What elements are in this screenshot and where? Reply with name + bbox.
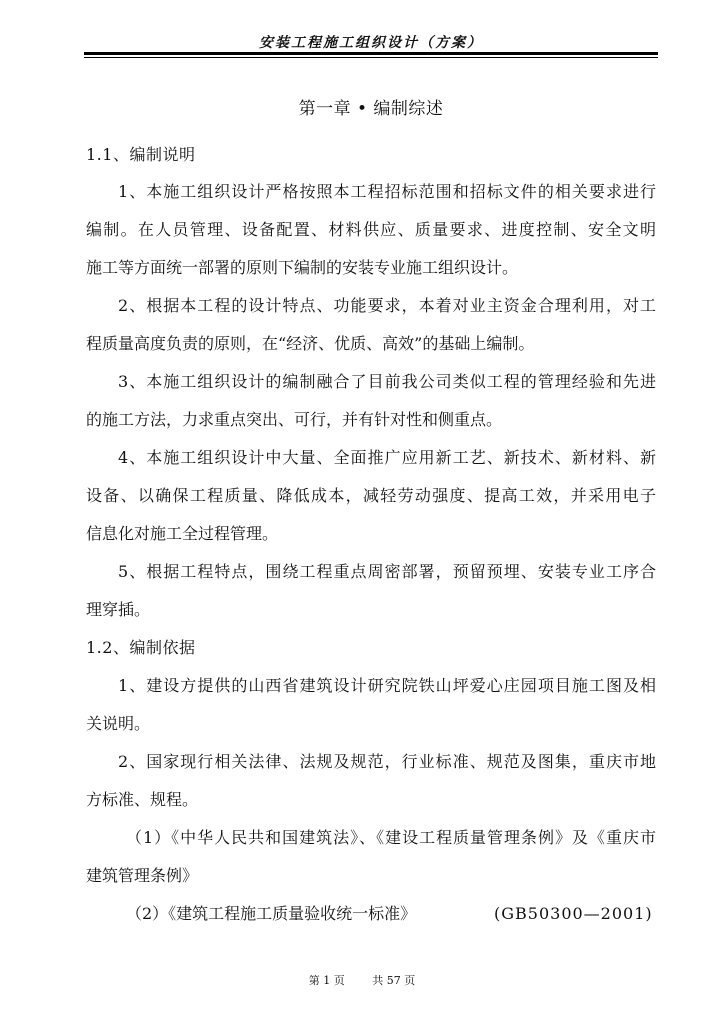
page-footer: [0, 972, 724, 988]
paragraph-line: 5、根据工程特点，围绕工程重点周密部署，预留预埋、安装专业工序合: [118, 562, 656, 581]
paragraph-line: （1）《中华人民共和国建筑法》、《建设工程质量管理条例》及《重庆市: [126, 828, 656, 847]
paragraph-line: 编制。在人员管理、设备配置、材料供应、质量要求、进度控制、安全文明: [86, 220, 656, 239]
paragraph-line: 方标准、规程。: [86, 790, 199, 809]
paragraph-line: 关说明。: [86, 714, 151, 733]
paragraph-line: 的施工方法，力求重点突出、可行，并有针对性和侧重点。: [86, 410, 503, 429]
paragraph-line: 4、本施工组织设计中大量、全面推广应用新工艺、新技术、新材料、新: [118, 448, 656, 467]
paragraph-line: 1、建设方提供的山西省建筑设计研究院铁山坪爱心庄园项目施工图及相: [118, 676, 656, 695]
standard-code: (GB50300—2001): [494, 904, 653, 923]
paragraph-line: 3、本施工组织设计的编制融合了目前我公司类似工程的管理经验和先进: [118, 372, 656, 391]
paragraph-line: （2）《建筑工程施工质量验收统一标准》: [126, 904, 417, 923]
section-heading-1-1: 1.1、编制说明: [86, 145, 196, 164]
paragraph-line: 2、根据本工程的设计特点、功能要求，本着对业主资金合理利用，对工: [118, 296, 656, 315]
page-number: 第 1 页: [308, 974, 345, 987]
paragraph-line: 施工等方面统一部署的原则下编制的安装专业施工组织设计。: [86, 258, 519, 277]
paragraph-line: 理穿插。: [86, 600, 151, 619]
header-rule-thin: [84, 57, 658, 58]
paragraph-line: 程质量高度负责的原则，在“经济、优质、高效”的基础上编制。: [86, 334, 535, 353]
running-header-title: 安装工程施工组织设计（方案）: [259, 35, 483, 51]
paragraph-line: 设备、以确保工程质量、降低成本，减轻劳动强度、提高工效，并采用电子: [86, 486, 656, 505]
header-rule-thick: [84, 52, 658, 55]
page-total: 共 57 页: [372, 974, 416, 987]
paragraph-line: 信息化对施工全过程管理。: [86, 524, 279, 543]
paragraph-line: 建筑管理条例》: [86, 866, 199, 885]
chapter-title: 第一章 • 编制综述: [298, 99, 444, 119]
section-heading-1-2: 1.2、编制依据: [86, 638, 196, 657]
paragraph-line: 2、国家现行相关法律、法规及规范，行业标准、规范及图集，重庆市地: [118, 752, 656, 771]
paragraph-line: 1、本施工组织设计严格按照本工程招标范围和招标文件的相关要求进行: [118, 182, 656, 201]
